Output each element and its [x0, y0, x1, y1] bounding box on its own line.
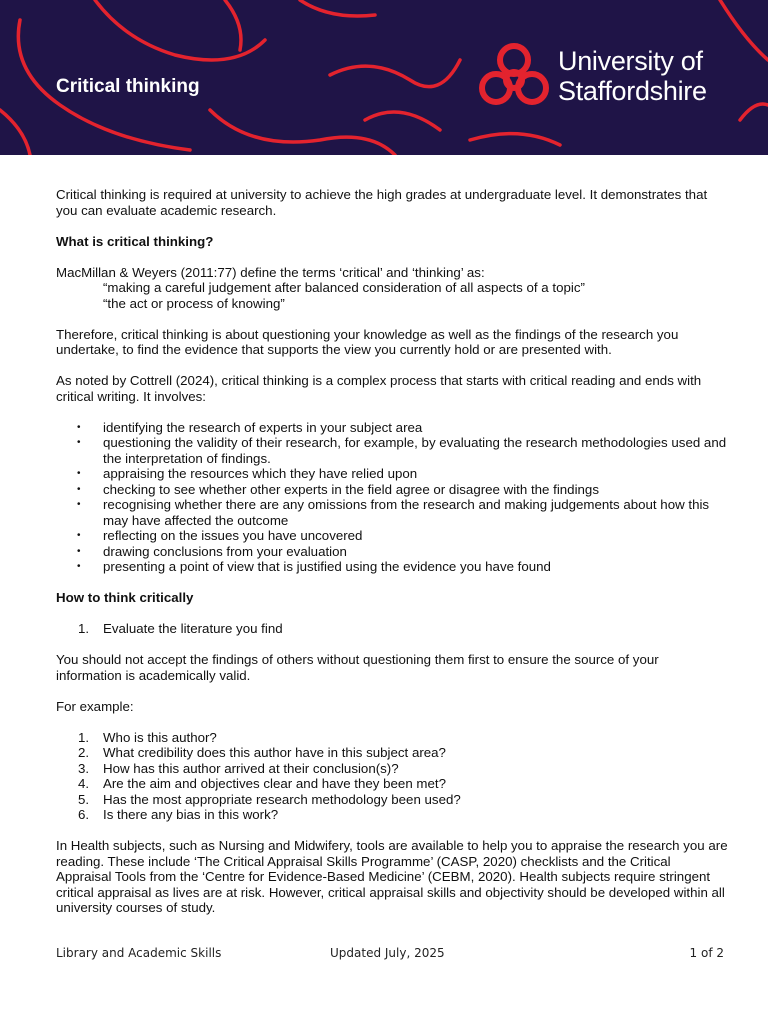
heading-how-to: How to think critically — [56, 590, 194, 605]
cottrell-paragraph: As noted by Cottrell (2024), critical thinking is a complex process that starts with critical reading and ends with critical writing. It involves: — [56, 373, 702, 404]
involves-list — [56, 420, 728, 575]
list-item — [56, 792, 728, 808]
list-item: • reflecting on the issues you have uncovered — [56, 528, 728, 544]
definition-quote-2: “the act or process of knowing” — [103, 295, 285, 311]
question-text: Are the aim and objectives clear and have they been met? — [103, 776, 446, 791]
header-banner — [0, 0, 768, 155]
for-example-label: For example: — [56, 698, 134, 714]
list-item — [56, 761, 728, 777]
list-item — [56, 745, 728, 761]
question-number: 6. — [78, 807, 90, 822]
question-number: 5. — [78, 791, 90, 807]
definition-block — [56, 265, 728, 312]
logo-line-2: Staffordshire — [558, 76, 707, 106]
list-item: • presenting a point of view that is justified using the evidence you have found — [56, 559, 728, 575]
question-text: Has the most appropriate research methodology been used? — [103, 791, 461, 807]
health-paragraph: In Health subjects, such as Nursing and Midwifery, tools are available to help you to appraise the research you are reading. These include ‘The Critical Appraisal Skills Programme’ (CASP, 2020) checklists and the Critical Appraisal Tools from the ‘Centre for Evidence-Based Medicine’ (CEBM, 2020). Health subjects require stringent critical appraisal as lives are at risk. However, critical appraisal skills and objectivity should be developed within all university courses of study. — [56, 838, 728, 915]
list-item — [56, 621, 728, 637]
dont-accept-paragraph: You should not accept the findings of others without questioning them first to ensure the source of your information is academically valid. — [56, 652, 659, 683]
step-number: 1. — [78, 621, 90, 636]
list-item — [56, 730, 728, 746]
list-item: • recognising whether there are any omissions from the research and making judgements about how this may have affected the outcome — [56, 497, 728, 528]
question-text: How has this author arrived at their conclusion(s)? — [103, 760, 399, 776]
heading-what-is: What is critical thinking? — [56, 233, 214, 249]
footer-page-number: 1 of 2 — [689, 946, 724, 960]
question-number: 1. — [78, 729, 90, 745]
university-name — [558, 46, 707, 106]
logo-line-1: University of — [558, 46, 703, 76]
list-item: • questioning the validity of their research, for example, by evaluating the research methodologies used and the interpretation of findings. — [56, 435, 728, 466]
question-text: What credibility does this author have in this subject area? — [103, 745, 446, 760]
question-text: Who is this author? — [103, 729, 217, 745]
university-logo — [474, 40, 744, 120]
list-item — [56, 776, 728, 792]
steps-list — [56, 621, 728, 637]
page-footer — [56, 946, 724, 962]
list-item: • identifying the research of experts in your subject area — [56, 420, 728, 436]
document-body — [56, 187, 728, 931]
list-item: • checking to see whether other experts in the field agree or disagree with the findings — [56, 482, 728, 498]
list-item — [56, 807, 728, 823]
page-title: Critical thinking — [56, 76, 200, 97]
list-item: • appraising the resources which they have relied upon — [56, 466, 728, 482]
step-text: Evaluate the literature you find — [103, 621, 283, 636]
question-number: 3. — [78, 760, 90, 776]
question-text: Is there any bias in this work? — [103, 807, 279, 822]
therefore-paragraph: Therefore, critical thinking is about questioning your knowledge as well as the findings of the research you undertake, to find the evidence that supports the view you currently hold or are presented with. — [56, 326, 679, 357]
footer-updated: Updated July, 2025 — [330, 946, 445, 960]
question-number: 4. — [78, 776, 90, 791]
question-number: 2. — [78, 745, 90, 760]
footer-department: Library and Academic Skills — [56, 946, 222, 960]
questions-list — [56, 730, 728, 823]
knot-logo-icon — [474, 40, 554, 120]
definition-intro: MacMillan & Weyers (2011:77) define the terms ‘critical’ and ‘thinking’ as: — [56, 264, 485, 280]
intro-paragraph: Critical thinking is required at university to achieve the high grades at undergraduate level. It demonstrates that you can evaluate academic research. — [56, 187, 708, 218]
list-item: • drawing conclusions from your evaluation — [56, 544, 728, 560]
definition-quote-1: “making a careful judgement after balanced consideration of all aspects of a topic” — [103, 280, 585, 295]
